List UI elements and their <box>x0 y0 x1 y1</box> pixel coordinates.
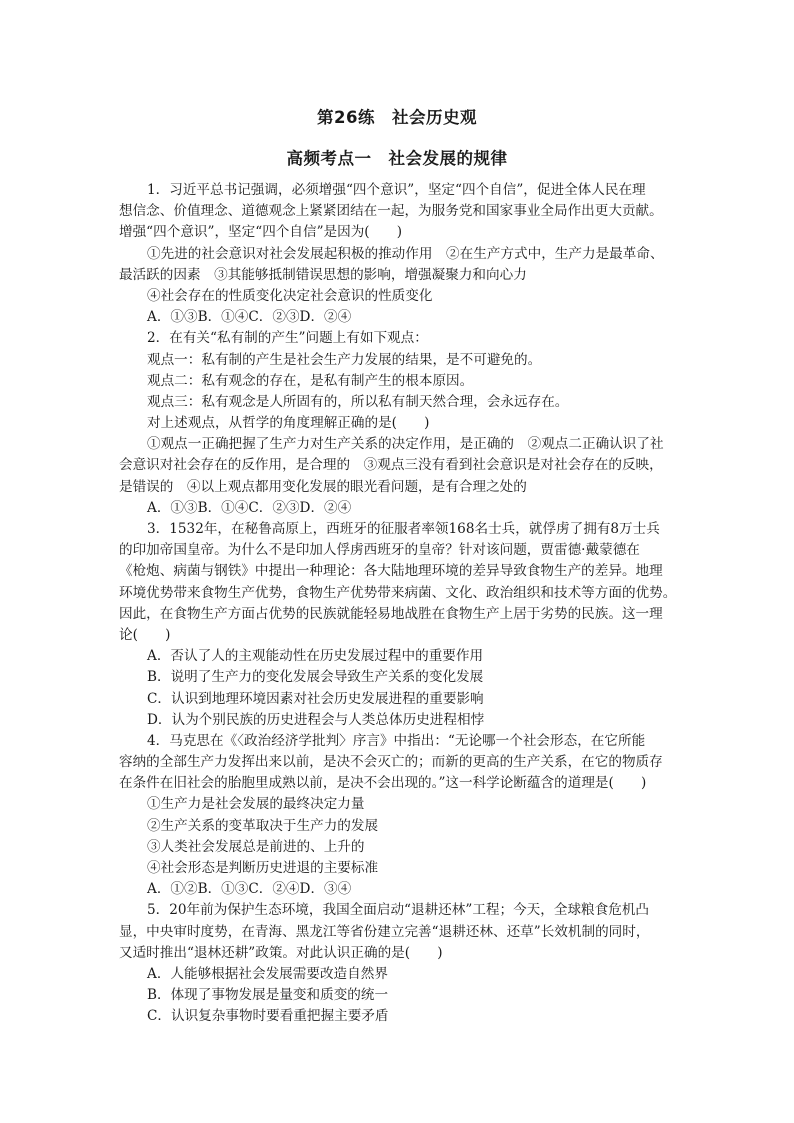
text-line: D．认为个别民族的历史进程会与人类总体历史进程相悖 <box>147 711 485 728</box>
text-line: 增强“四个意识”，坚定“四个自信”是因为( ) <box>119 224 403 241</box>
text-line: 的印加帝国皇帝。为什么不是印加人俘虏西班牙的皇帝？针对该问题，贾雷德·戴蒙德在 <box>119 542 640 559</box>
text-line: 观点一：私有制的产生是社会生产力发展的结果，是不可避免的。 <box>147 351 542 368</box>
text-line: ③人类社会发展总是前进的、上升的 <box>147 838 365 855</box>
text-line: ④社会存在的性质变化决定社会意识的性质变化 <box>147 287 433 304</box>
text-line: 在条件在旧社会的胎胞里成熟以前，是决不会出现的。”这一科学论断蕴含的道理是( ) <box>119 775 647 792</box>
text-line: 最活跃的因素 ③其能够抵制错误思想的影响，增强凝聚力和向心力 <box>119 266 527 283</box>
text-line: 3．1532年，在秘鲁高原上，西班牙的征服者率领168名士兵，就俘虏了拥有8万士兵 <box>147 521 660 537</box>
text-line: 容纳的全部生产力发挥出来以前，是决不会灭亡的；而新的更高的生产关系，在它的物质存 <box>119 754 663 771</box>
text-line: B．体现了事物发展是量变和质变的统一 <box>147 987 389 1004</box>
text-line: 环境优势带来食物生产优势，食物生产优势带来病菌、文化、政治组织和技术等方面的优势。 <box>119 584 677 601</box>
text-line: C．认识复杂事物时要看重把握主要矛盾 <box>147 1008 389 1025</box>
text-line: A．①②B．①③C．②④D．③④ <box>147 881 352 898</box>
page-title: 第26练 社会历史观 <box>317 108 477 127</box>
text-line: ①观点一正确把握了生产力对生产关系的决定作用，是正确的 ②观点二正确认识了社 <box>147 436 664 453</box>
text-line: 观点二：私有观念的存在，是私有制产生的根本原因。 <box>147 372 474 389</box>
text-line: ①先进的社会意识对社会发展起积极的推动作用 ②在生产方式中，生产力是最革命、 <box>147 245 664 262</box>
text-line: 1．习近平总书记强调，必须增强“四个意识”，坚定“四个自信”，促进全体人民在理 <box>147 182 646 198</box>
text-line: 对上述观点，从哲学的角度理解正确的是( ) <box>147 415 430 432</box>
text-line: B．说明了生产力的变化发展会导致生产关系的变化发展 <box>147 669 484 686</box>
text-line: A．①③B．①④C．②③D．②④ <box>147 499 352 516</box>
text-line: ④社会形态是判断历史进退的主要标准 <box>147 860 379 876</box>
text-line: 因此，在食物生产方面占优势的民族就能轻易地战胜在食物生产上居于劣势的民族。这一理 <box>119 605 663 622</box>
text-line: A．①③B．①④C．②③D．②④ <box>147 309 352 326</box>
text-line: 4．马克思在《〈政治经济学批判〉序言》中指出：“无论哪一个社会形态，在它所能 <box>147 732 646 749</box>
text-line: 论( ) <box>119 626 171 643</box>
section-heading: 高频考点一 社会发展的规律 <box>286 149 508 168</box>
text-line: 是错误的 ④以上观点都用变化发展的眼光看问题，是有合理之处的 <box>119 478 527 495</box>
text-line: 想信念、价值理念、道德观念上紧紧团结在一起，为服务党和国家事业全局作出更大贡献。 <box>119 203 663 220</box>
text-line: 《枪炮、病菌与钢铁》中提出一种理论：各大陆地理环境的差异导致食物生产的差异。地理 <box>119 563 663 580</box>
text-line: 显，中央审时度势，在青海、黑龙江等省份建立完善“退耕还林、还草”长效机制的同时， <box>119 923 650 940</box>
text-line: 2．在有关“私有制的产生”问题上有如下观点： <box>147 330 428 347</box>
text-line: 观点三：私有观念是人所固有的，所以私有制天然合理，会永远存在。 <box>147 393 569 410</box>
text-line: 会意识对社会存在的反作用，是合理的 ③观点三没有看到社会意识是对社会存在的反映， <box>119 457 663 474</box>
text-line: ①生产力是社会发展的最终决定力量 <box>147 796 365 813</box>
text-line: 又适时推出“退林还耕”政策。对此认识正确的是( ) <box>119 944 443 961</box>
text-line: A．否认了人的主观能动性在历史发展过程中的重要作用 <box>147 648 484 665</box>
text-line: ②生产关系的变革取决于生产力的发展 <box>147 817 379 834</box>
text-line: C．认识到地理环境因素对社会历史发展进程的重要影响 <box>147 690 484 707</box>
text-line: 5．20年前为保护生态环境，我国全面启动“退耕还林”工程；今天，全球粮食危机凸 <box>147 902 650 919</box>
question-body <box>119 180 679 1028</box>
text-line: A．人能够根据社会发展需要改造自然界 <box>147 965 388 982</box>
